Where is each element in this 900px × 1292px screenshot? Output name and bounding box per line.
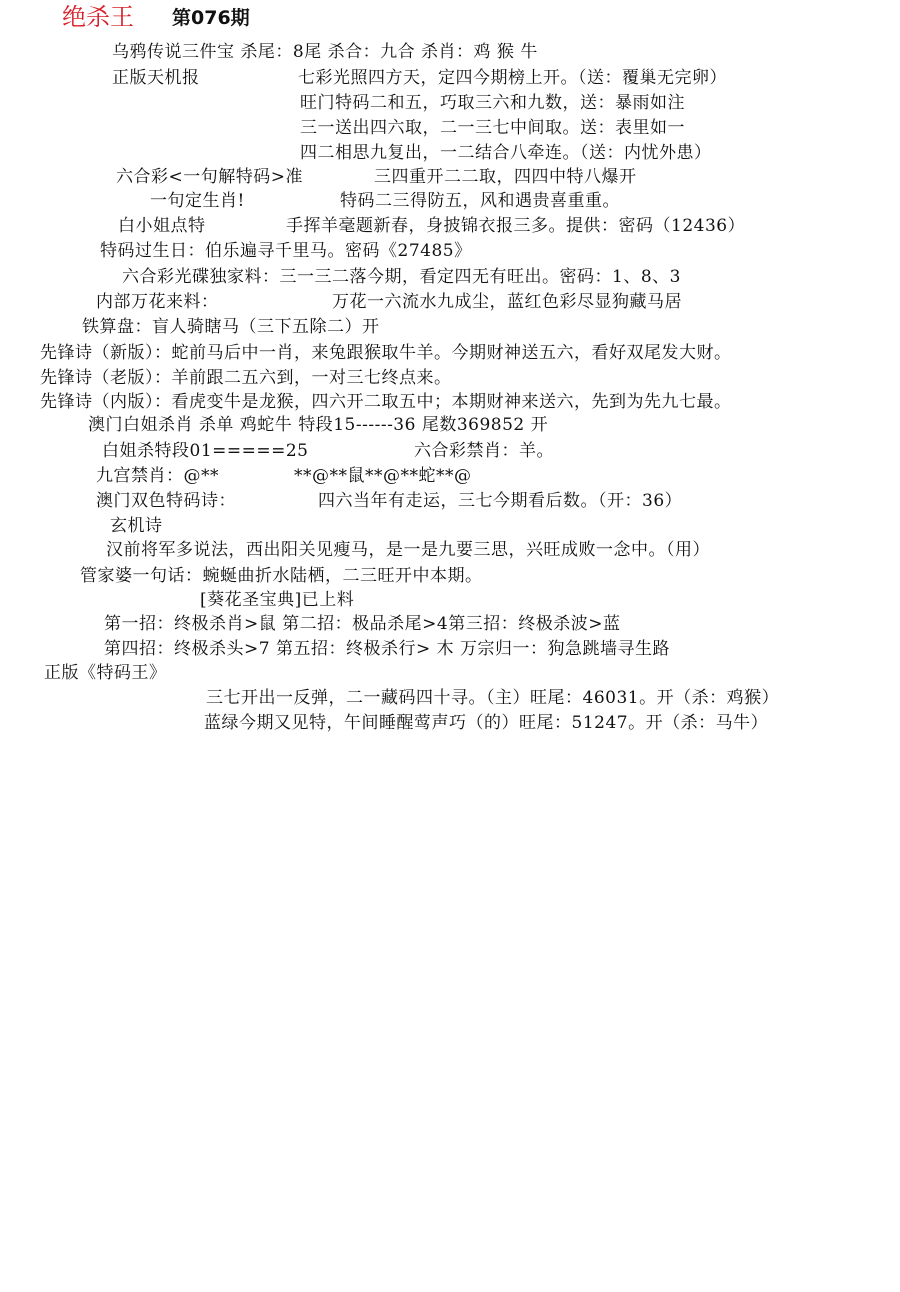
text-line: 蓝绿今期又见特，午间睡醒莺声巧（的）旺尾：51247。开（杀：马牛） (204, 713, 769, 733)
text-line: 四六当年有走运，三七今期看后数。（开：36） (318, 491, 683, 511)
text-line: 六合彩<一句解特码>准 (116, 167, 303, 187)
text-line: 玄机诗 (110, 516, 163, 536)
text-line: 三一送出四六取，二一三七中间取。送：表里如一 (300, 118, 685, 138)
text-line: 六合彩光碟独家料：三一三二落今期，看定四无有旺出。密码：1、8、3 (122, 267, 681, 287)
text-line: 三四重开二二取，四四中特八爆开 (374, 167, 637, 187)
page-title: 绝杀王 (62, 3, 134, 31)
text-line: 旺门特码二和五，巧取三六和九数，送：暴雨如注 (300, 93, 685, 113)
text-line: 七彩光照四方天，定四今期榜上开。（送：覆巢无完卵） (298, 68, 727, 88)
text-line: 汉前将军多说法，西出阳关见瘦马，是一是九要三思，兴旺成败一念中。（用） (106, 540, 710, 560)
text-line: 六合彩禁肖：羊。 (414, 441, 554, 461)
text-line: 第四招：终极杀头>7 第五招：终极杀行> 木 万宗归一：狗急跳墙寻生路 (104, 639, 671, 659)
text-line: 澳门双色特码诗： (96, 491, 236, 511)
text-line: 第一招：终极杀肖>鼠 第二招：极品杀尾>4第三招：终极杀波>蓝 (104, 614, 621, 634)
text-line: 管家婆一句话：蜿蜒曲折水陆栖，二三旺开中本期。 (80, 566, 483, 586)
text-line: 四二相思九复出，一二结合八牵连。（送：内忧外患） (300, 143, 712, 163)
text-line: 先锋诗（老版）：羊前跟二五六到，一对三七终点来。 (40, 368, 452, 388)
text-line: 乌鸦传说三件宝 杀尾：8尾 杀合：九合 杀肖：鸡 猴 牛 (112, 42, 538, 62)
text-line: 先锋诗（新版）：蛇前马后中一肖，来兔跟猴取牛羊。今期财神送五六，看好双尾发大财。 (40, 343, 732, 363)
text-line: 铁算盘：盲人骑瞎马（三下五除二）开 (82, 317, 380, 337)
issue-number: 第076期 (172, 7, 250, 29)
text-line: 特码二三得防五，风和遇贵喜重重。 (340, 191, 620, 211)
text-line: 白小姐点特 (118, 216, 206, 236)
text-line: [葵花圣宝典]已上料 (200, 590, 355, 610)
text-line: 万花一六流水九成尘，蓝红色彩尽显狗藏马居 (332, 292, 682, 312)
text-line: 特码过生日：伯乐遍寻千里马。密码《27485》 (100, 241, 472, 261)
text-line: 正版天机报 (112, 68, 200, 88)
text-line: 三七开出一反弹，二一藏码四十寻。（主）旺尾：46031。开（杀：鸡猴） (206, 688, 780, 708)
text-line: 澳门白姐杀肖 杀单 鸡蛇牛 特段15------36 尾数369852 开 (88, 415, 549, 435)
text-line: 白姐杀特段01=====25 (102, 441, 309, 461)
text-line: 一句定生肖! (150, 191, 245, 211)
text-line: 手挥羊毫题新春，身披锦衣报三多。提供：密码（12436） (286, 216, 746, 236)
text-line: 九宫禁肖：@** (96, 466, 219, 486)
text-line: 正版《特码王》 (44, 663, 167, 683)
text-line: 内部万花来料： (96, 292, 219, 312)
text-line: **@**鼠**@**蛇**@ (294, 466, 472, 486)
text-line: 先锋诗（内版）：看虎变牛是龙猴，四六开二取五中；本期财神来送六，先到为先九七最。 (40, 392, 732, 412)
